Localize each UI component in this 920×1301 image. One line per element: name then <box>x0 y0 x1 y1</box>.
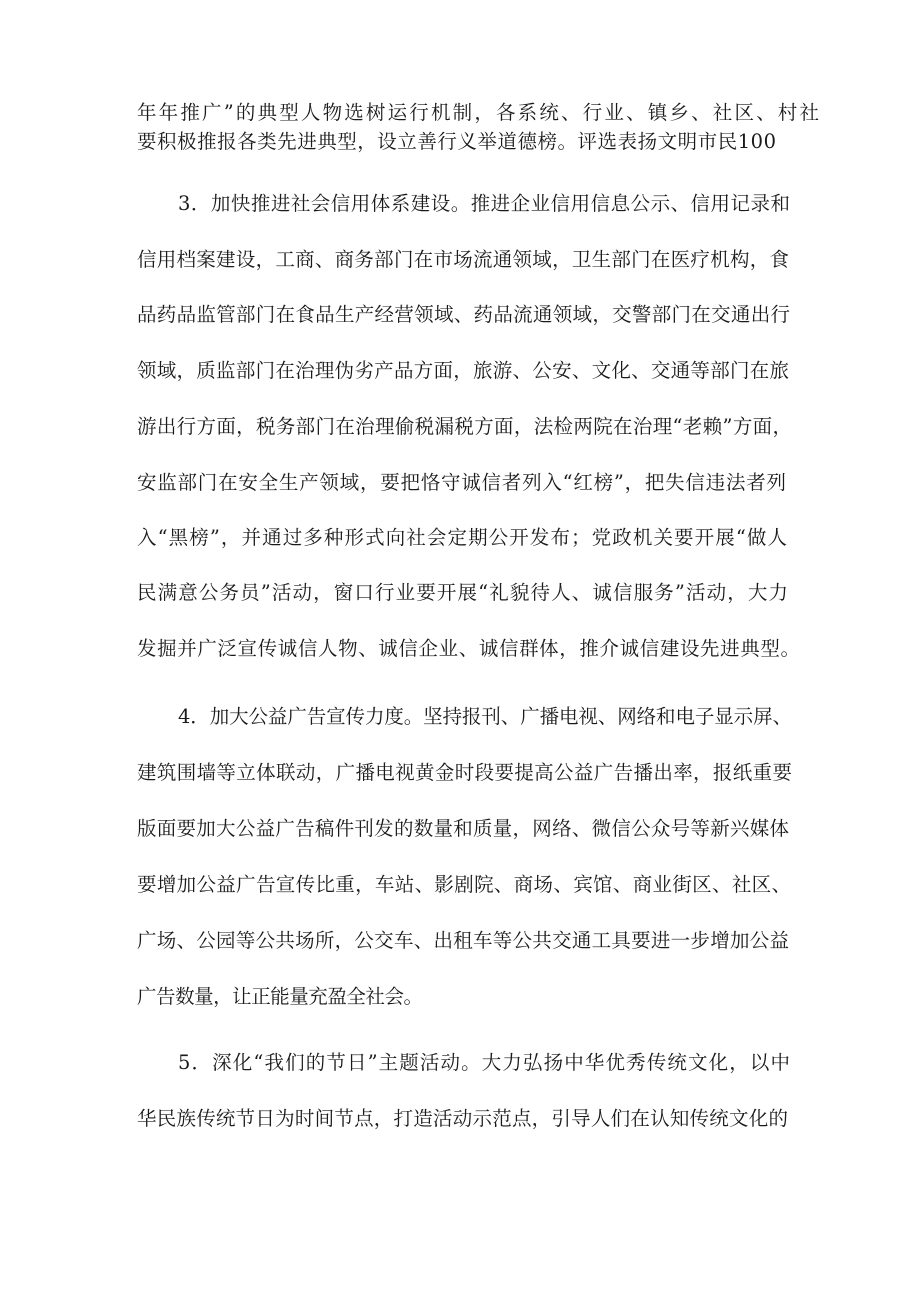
paragraph-line <box>0 1046 920 1080</box>
line-text: 5．深化“我们的节日”主题活动。大力弘扬中华优秀传统文化，以中 <box>178 1051 792 1074</box>
paragraph-line <box>0 924 920 958</box>
paragraph-line <box>0 466 920 500</box>
paragraph-line <box>0 125 920 159</box>
paragraph-line <box>0 243 920 277</box>
paragraph-line <box>0 354 920 388</box>
line-text: 游出行方面，税务部门在治理偷税漏税方面，法检两院在治理“老赖”方面， <box>137 415 793 438</box>
line-text: 广告数量，让正能量充盈全社会。 <box>137 985 423 1008</box>
paragraph-line <box>0 1102 920 1136</box>
line-text: 版面要加大公益广告稿件刊发的数量和质量，网络、微信公众号等新兴媒体 <box>137 817 790 840</box>
paragraph-line <box>0 187 920 221</box>
paragraph-line <box>0 980 920 1014</box>
line-text: 要增加公益广告宣传比重，车站、影剧院、商场、宾馆、商业街区、社区、 <box>137 873 792 896</box>
line-text: 领域，质监部门在治理伪劣产品方面，旅游、公安、文化、交通等部门在旅 <box>137 359 790 382</box>
line-text: 民满意公务员”活动，窗口行业要开展“礼貌待人、诚信服务”活动，大力 <box>137 581 790 604</box>
paragraph-line <box>0 812 920 846</box>
line-text: 4．加大公益广告宣传力度。坚持报刊、广播电视、网络和电子显示屏、 <box>178 705 792 728</box>
line-text: 3．加快推进社会信用体系建设。推进企业信用信息公示、信用记录和 <box>178 192 791 215</box>
line-text: 信用档案建设，工商、商务部门在市场流通领域，卫生部门在医疗机构，食 <box>137 248 790 271</box>
paragraph-line <box>0 410 920 444</box>
paragraph-line <box>0 632 920 666</box>
line-text: 发掘并广泛宣传诚信人物、诚信企业、诚信群体，推介诚信建设先进典型。 <box>137 637 801 660</box>
line-text: 安监部门在安全生产领域，要把恪守诚信者列入“红榜”，把失信违法者列 <box>137 471 787 494</box>
paragraph-line <box>0 868 920 902</box>
line-text: 品药品监管部门在食品生产经营领域、药品流通领域，交警部门在交通出行 <box>137 303 791 326</box>
line-text: 要积极推报各类先进典型，设立善行义举道德榜。评选表扬文明市民100 <box>137 130 777 153</box>
line-text: 年年推广”的典型人物选树运行机制，各系统、行业、镇乡、社区、村社 <box>137 101 822 124</box>
paragraph-line <box>0 756 920 790</box>
paragraph-line <box>0 521 920 555</box>
line-text: 入“黑榜”，并通过多种形式向社会定期公开发布；党政机关要开展“做人 <box>137 526 789 549</box>
line-text: 广场、公园等公共场所，公交车、出租车等公共交通工具要进一步增加公益 <box>137 929 790 952</box>
paragraph-line <box>0 700 920 734</box>
paragraph-line <box>0 298 920 332</box>
line-text: 华民族传统节日为时间节点，打造活动示范点，引导人们在认知传统文化的 <box>137 1107 789 1130</box>
paragraph-line <box>0 576 920 610</box>
line-text: 建筑围墙等立体联动，广播电视黄金时段要提高公益广告播出率，报纸重要 <box>137 761 793 784</box>
